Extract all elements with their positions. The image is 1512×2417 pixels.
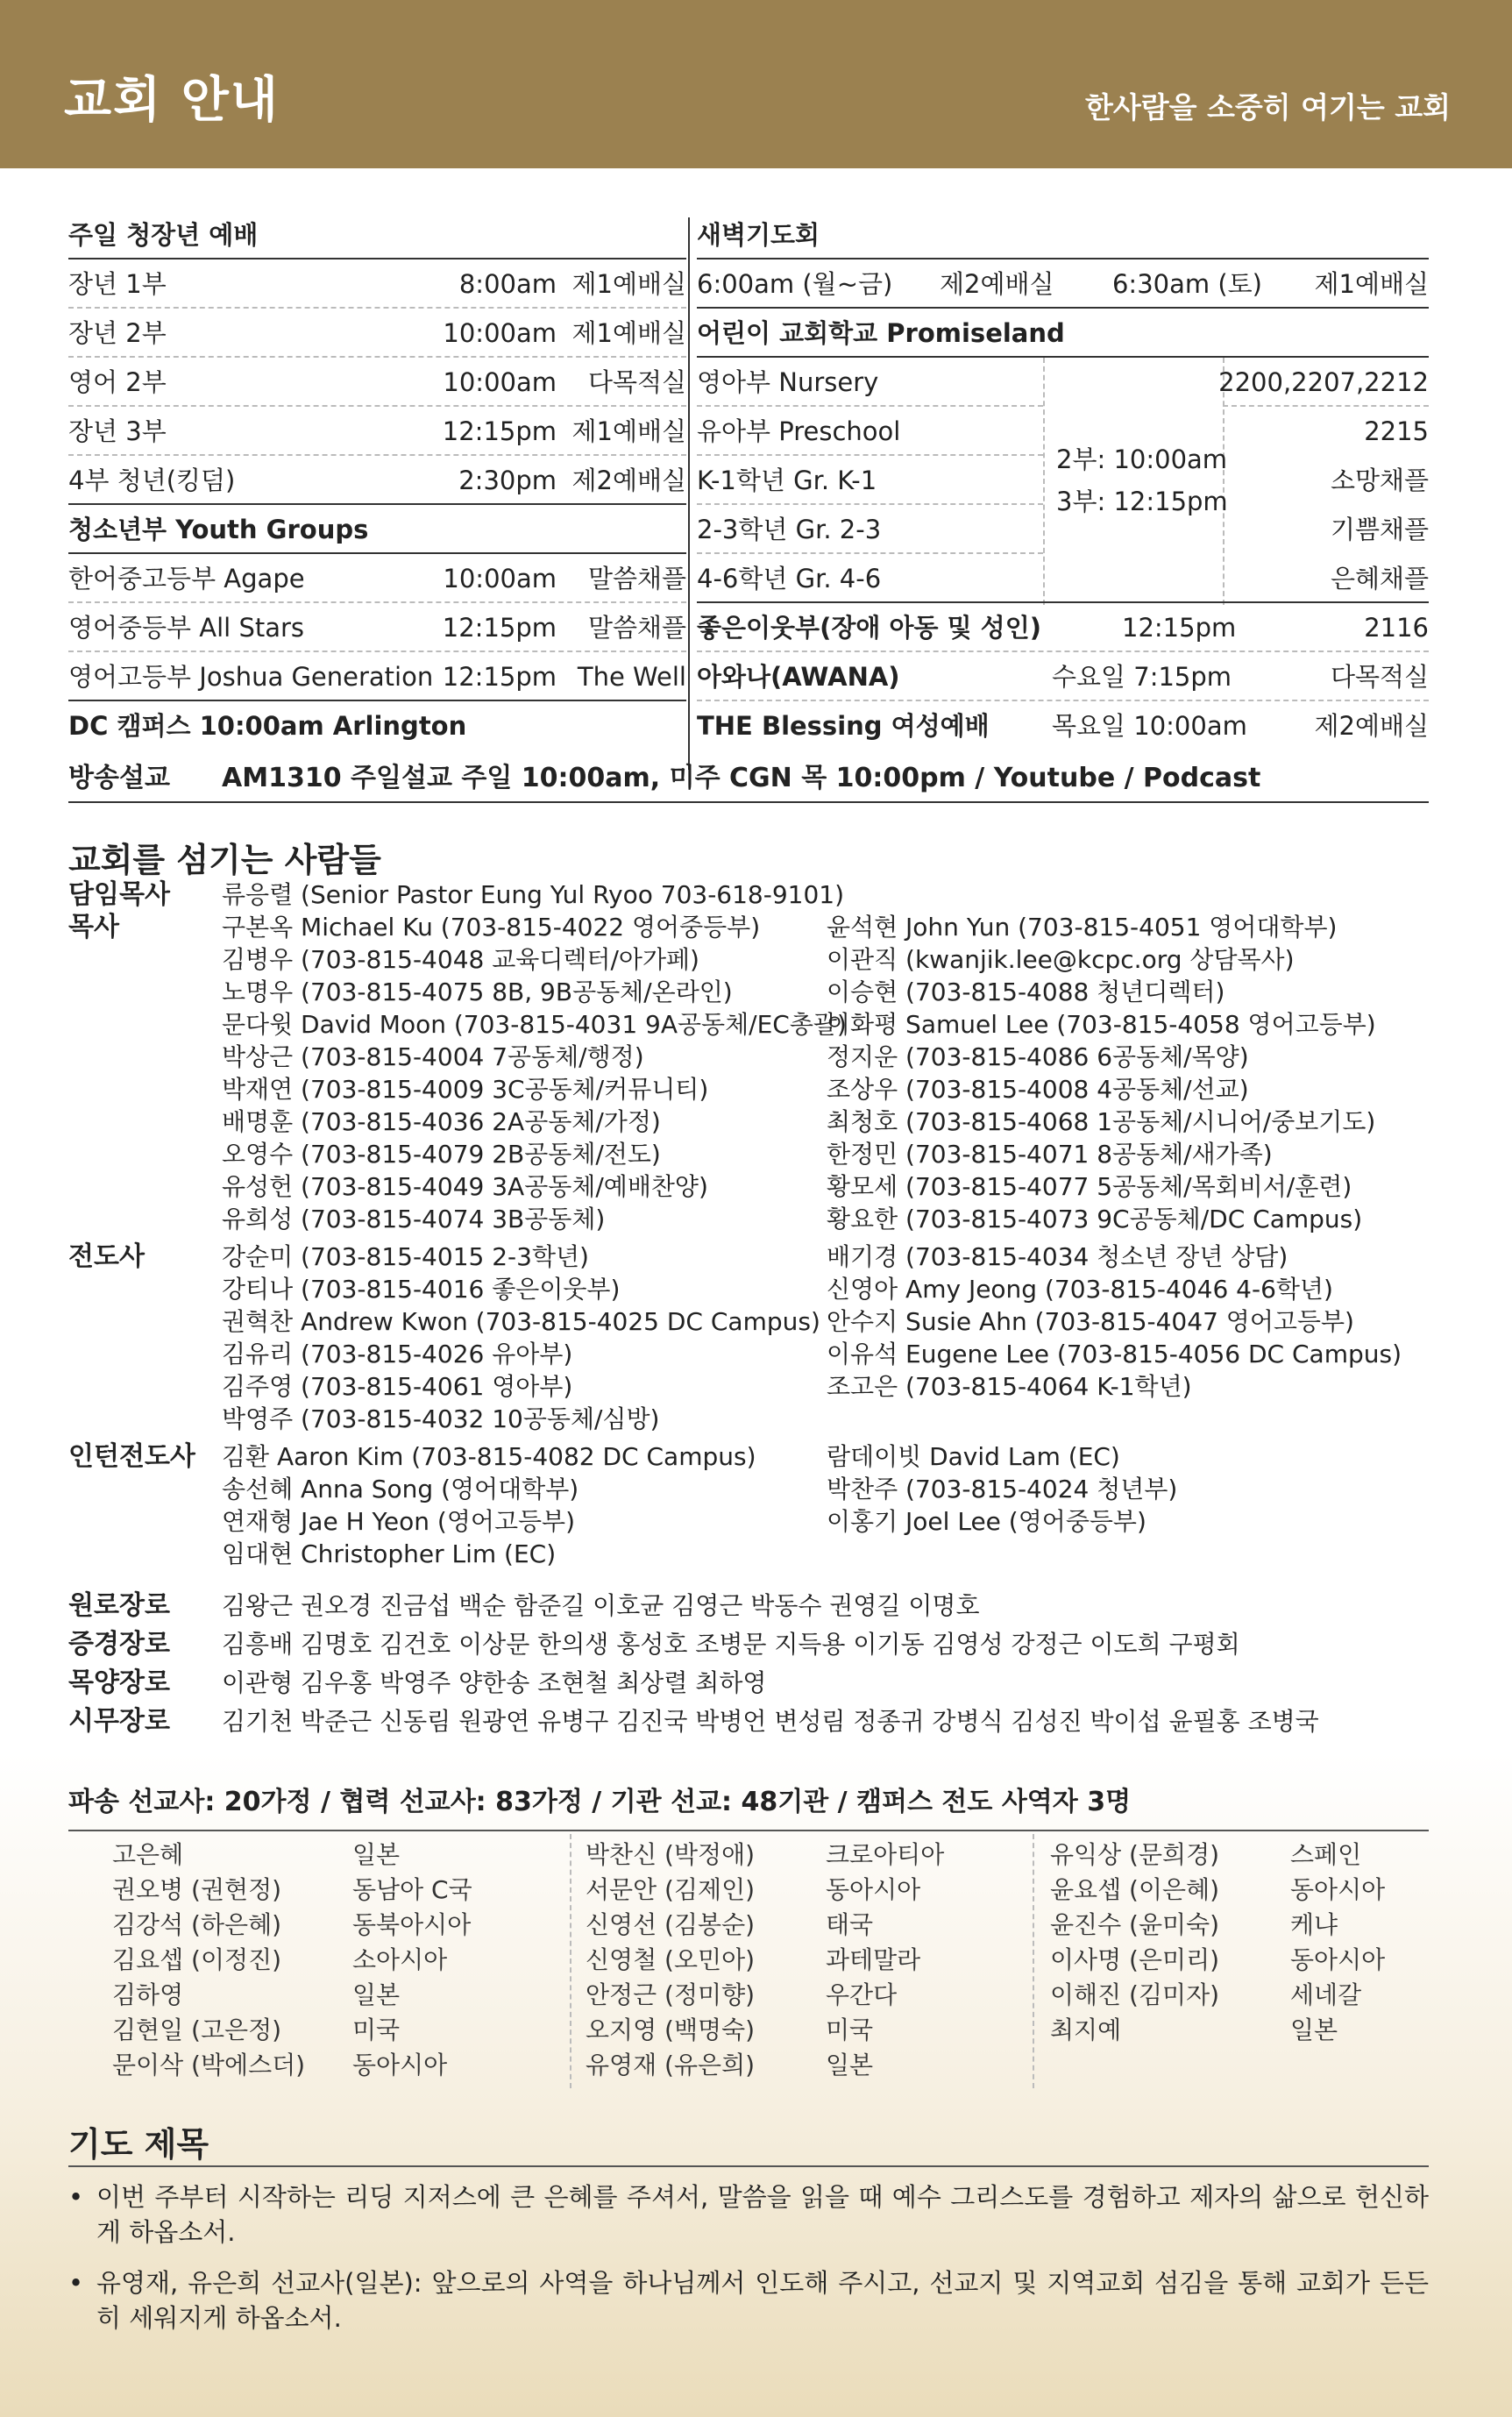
staff-entry: 류응렬 (Senior Pastor Eung Yul Ryoo 703-618-9101) bbox=[222, 880, 845, 909]
missionary-location: 일본 bbox=[1290, 2015, 1338, 2044]
schedule-row: 영어고등부 Joshua Generation 12:15pm The Well bbox=[68, 652, 686, 701]
staff-row bbox=[68, 1073, 1436, 1105]
staff-entry: 박재연 (703-815-4009 3C공동체/커뮤니티) bbox=[222, 1075, 709, 1104]
staff-entry: 조상우 (703-815-4008 4공동체/선교) bbox=[827, 1075, 1249, 1104]
missionary-name: 오지영 (백명숙) bbox=[586, 2015, 756, 2044]
staff-entry: 안수지 Susie Ahn (703-815-4047 영어고등부) bbox=[827, 1307, 1354, 1336]
staff-row bbox=[68, 1273, 1436, 1305]
schedule-row: 장년 1부 8:00am 제1예배실 bbox=[68, 259, 686, 309]
missionary-name: 김강석 (하은혜) bbox=[112, 1910, 282, 1939]
elders-row bbox=[68, 1703, 1436, 1741]
mission-divider bbox=[1033, 1834, 1034, 2088]
staff-entry: 황요한 (703-815-4073 9C공동체/DC Campus) bbox=[827, 1205, 1363, 1233]
missionary-location: 스페인 bbox=[1290, 1840, 1362, 1869]
missionary-name: 이사명 (은미리) bbox=[1050, 1945, 1220, 1974]
staff-entry: 송선혜 Anna Song (영어대학부) bbox=[222, 1475, 579, 1504]
sunday-schedule bbox=[68, 210, 686, 750]
missionary-location: 동아시아 bbox=[1290, 1945, 1386, 1974]
schedule-row: 4부 청년(킹덤) 2:30pm 제2예배실 bbox=[68, 456, 686, 505]
staff-row bbox=[68, 1105, 1436, 1138]
staff-row bbox=[68, 878, 1436, 911]
staff-row bbox=[68, 1138, 1436, 1170]
divider bbox=[68, 2165, 1429, 2167]
missionary-location: 세네갈 bbox=[1290, 1980, 1362, 2009]
youth-groups-heading: 청소년부 Youth Groups bbox=[68, 505, 686, 554]
prayer-section-title: 기도 제목 bbox=[68, 2125, 209, 2164]
staff-row bbox=[68, 1538, 1436, 1570]
elder-names: 김왕근 권오경 진금섭 백순 함준길 이호균 김영근 박동수 권영길 이명호 bbox=[222, 1591, 980, 1620]
bullet-icon: • bbox=[68, 2182, 84, 2212]
schedule-row: 한어중고등부 Agape 10:00am 말씀채플 bbox=[68, 554, 686, 603]
divider bbox=[68, 1830, 1429, 1831]
staff-entry: 박찬주 (703-815-4024 청년부) bbox=[827, 1475, 1178, 1504]
staff-entry: 김유리 (703-815-4026 유아부) bbox=[222, 1340, 573, 1368]
missionary-location: 미국 bbox=[826, 2015, 874, 2044]
staff-entry: 이관직 (kwanjik.lee@kcpc.org 상담목사) bbox=[827, 945, 1295, 974]
missionary-name: 최지예 bbox=[1050, 2015, 1122, 2044]
missionary-location: 태국 bbox=[826, 1910, 874, 1939]
missionary-name: 신영철 (오민아) bbox=[586, 1945, 756, 1974]
staff-row bbox=[68, 1403, 1436, 1435]
staff-entry: 배명훈 (703-815-4036 2A공동체/가정) bbox=[222, 1107, 661, 1136]
missionary-name: 유영재 (유은희) bbox=[586, 2051, 756, 2079]
staff-role: 인턴전도사 bbox=[68, 1441, 195, 1472]
missionary-places bbox=[352, 1838, 472, 2083]
elder-names: 김기천 박준근 신동림 원광연 유병구 김진국 박병언 변성림 정종귀 강병식 김성진 박이섭 윤필홍 조병국 bbox=[222, 1707, 1319, 1736]
staff-row bbox=[68, 1240, 1436, 1273]
staff-row bbox=[68, 1370, 1436, 1403]
staff-row bbox=[68, 1008, 1436, 1041]
missionary-name: 윤요셉 (이은혜) bbox=[1050, 1875, 1220, 1904]
schedule-row: 영어 2부 10:00am 다목적실 bbox=[68, 358, 686, 407]
staff-entry: 강순미 (703-815-4015 2-3학년) bbox=[222, 1242, 589, 1271]
missionary-places bbox=[1290, 1838, 1385, 2048]
elder-role: 증경장로 bbox=[68, 1629, 170, 1660]
elders-row bbox=[68, 1587, 1436, 1625]
staff-entry: 김병우 (703-815-4048 교육디렉터/아가페) bbox=[222, 945, 699, 974]
missionary-location: 소아시아 bbox=[352, 1945, 448, 1974]
sunday-worship-heading: 주일 청장년 예배 bbox=[68, 210, 686, 259]
staff-role: 전도사 bbox=[68, 1241, 145, 1272]
staff-row bbox=[68, 1305, 1436, 1338]
missionary-location: 동아시아 bbox=[352, 2051, 448, 2079]
schedule-row: 영어중등부 All Stars 12:15pm 말씀채플 bbox=[68, 603, 686, 652]
missionary-name: 권오병 (권현정) bbox=[112, 1875, 282, 1904]
staff-entry: 람데이빗 David Lam (EC) bbox=[827, 1442, 1120, 1471]
missionary-location: 일본 bbox=[352, 1980, 401, 2009]
staff-entry: 구본옥 Michael Ku (703-815-4022 영어중등부) bbox=[222, 913, 761, 942]
dc-campus-row: DC 캠퍼스 10:00am Arlington bbox=[68, 711, 467, 741]
staff-entry: 유성헌 (703-815-4049 3A공동체/예배찬양) bbox=[222, 1172, 708, 1201]
staff-row bbox=[68, 943, 1436, 976]
staff-entry: 한정민 (703-815-4071 8공동체/새가족) bbox=[827, 1140, 1273, 1169]
special-row: 아와나(AWANA) 수요일 7:15pm 다목적실 bbox=[697, 652, 1429, 701]
elder-role: 시무장로 bbox=[68, 1706, 170, 1737]
bullet-icon: • bbox=[68, 2268, 84, 2298]
missionary-name: 안정근 (정미향) bbox=[586, 1980, 756, 2009]
missionary-name: 유익상 (문희경) bbox=[1050, 1840, 1220, 1869]
staff-entry: 권혁찬 Andrew Kwon (703-815-4025 DC Campus) bbox=[222, 1307, 820, 1336]
staff-row bbox=[68, 1203, 1436, 1235]
staff-role: 담임목사 bbox=[68, 879, 170, 910]
children-row: 4-6학년 Gr. 4-6 은혜채플 bbox=[697, 554, 1429, 603]
weekday-schedule bbox=[697, 210, 1429, 750]
staff-entry: 윤석현 John Yun (703-815-4051 영어대학부) bbox=[827, 913, 1338, 942]
page-title: 교회 안내 bbox=[64, 72, 280, 129]
missionary-names bbox=[1050, 1838, 1219, 2048]
staff-row bbox=[68, 1473, 1436, 1505]
staff-entry: 오영수 (703-815-4079 2B공동체/전도) bbox=[222, 1140, 661, 1169]
elders-row bbox=[68, 1664, 1436, 1703]
staff-entry: 조고은 (703-815-4064 K-1학년) bbox=[827, 1372, 1192, 1401]
missionary-location: 동아시아 bbox=[826, 1875, 921, 1904]
staff-entry: 임대현 Christopher Lim (EC) bbox=[222, 1539, 557, 1568]
missionary-location: 동아시아 bbox=[1290, 1875, 1386, 1904]
children-table bbox=[697, 358, 1429, 603]
missionary-location: 동북아시아 bbox=[352, 1910, 472, 1939]
staff-list bbox=[68, 878, 1436, 1570]
missionary-name: 신영선 (김봉순) bbox=[586, 1910, 756, 1939]
dawn-prayer-row: 6:00am (월~금) 제2예배실 6:30am (토) 제1예배실 bbox=[697, 259, 1429, 309]
missionary-name: 박찬신 (박정애) bbox=[586, 1840, 756, 1869]
staff-entry: 김환 Aaron Kim (703-815-4082 DC Campus) bbox=[222, 1442, 756, 1471]
staff-entry: 정지운 (703-815-4086 6공동체/목양) bbox=[827, 1042, 1249, 1071]
children-row: K-1학년 Gr. K-1 소망채플 bbox=[697, 456, 1429, 505]
staff-entry: 문다윗 David Moon (703-815-4031 9A공동체/EC총괄) bbox=[222, 1010, 847, 1039]
missionary-location: 케냐 bbox=[1290, 1910, 1338, 1939]
missionary-places bbox=[826, 1838, 944, 2083]
elder-role: 목양장로 bbox=[68, 1667, 170, 1698]
staff-row bbox=[68, 911, 1436, 943]
column-divider bbox=[688, 217, 690, 770]
staff-entry: 이화평 Samuel Lee (703-815-4058 영어고등부) bbox=[827, 1010, 1376, 1039]
missionary-summary: 파송 선교사: 20가정 / 협력 선교사: 83가정 / 기관 선교: 48기관 / 캠퍼스 전도 사역자 3명 bbox=[68, 1787, 1132, 1817]
staff-row bbox=[68, 1170, 1436, 1203]
schedule-row: 장년 2부 10:00am 제1예배실 bbox=[68, 309, 686, 358]
staff-entry: 박영주 (703-815-4032 10공동체/심방) bbox=[222, 1404, 660, 1433]
missionary-names bbox=[586, 1838, 755, 2083]
missionary-name: 고은혜 bbox=[112, 1840, 184, 1869]
staff-entry: 김주영 (703-815-4061 영아부) bbox=[222, 1372, 573, 1401]
staff-entry: 이홍기 Joel Lee (영어중등부) bbox=[827, 1507, 1146, 1536]
prayer-item: • 이번 주부터 시작하는 리딩 지저스에 큰 은혜를 주셔서, 말씀을 읽을 때 예수 그리스도를 경험하고 제자의 삶으로 헌신하게 하옵소서. bbox=[68, 2179, 1429, 2250]
elders-row bbox=[68, 1625, 1436, 1664]
elder-role: 원로장로 bbox=[68, 1590, 170, 1621]
missionary-name: 문이삭 (박에스더) bbox=[112, 2051, 306, 2079]
staff-row bbox=[68, 1505, 1436, 1538]
staff-entry: 배기경 (703-815-4034 청소년 장년 상담) bbox=[827, 1242, 1288, 1271]
missionary-name: 윤진수 (윤미숙) bbox=[1050, 1910, 1220, 1939]
children-times: 2부: 10:00am 3부: 12:15pm bbox=[1056, 444, 1228, 516]
elder-names: 김흥배 김명호 김건호 이상문 한의생 홍성호 조병문 지득용 이기동 김영성 강정근 이도희 구평회 bbox=[222, 1630, 1240, 1659]
staff-row bbox=[68, 1041, 1436, 1073]
staff-entry: 연재형 Jae H Yeon (영어고등부) bbox=[222, 1507, 576, 1536]
missionary-location: 일본 bbox=[352, 1840, 401, 1869]
church-slogan: 한사람을 소중히 여기는 교회 bbox=[1084, 90, 1451, 124]
staff-entry: 이유석 Eugene Lee (703-815-4056 DC Campus) bbox=[827, 1340, 1402, 1368]
elder-names: 이관형 김우홍 박영주 양한송 조현철 최상렬 최하영 bbox=[222, 1668, 767, 1697]
staff-entry: 이승현 (703-815-4088 청년디렉터) bbox=[827, 977, 1225, 1006]
mission-divider bbox=[570, 1834, 571, 2088]
missionary-location: 일본 bbox=[826, 2051, 874, 2079]
special-row: THE Blessing 여성예배 목요일 10:00am 제2예배실 bbox=[697, 711, 1429, 741]
missionary-name: 김요셉 (이정진) bbox=[112, 1945, 282, 1974]
staff-entry: 강티나 (703-815-4016 좋은이웃부) bbox=[222, 1275, 621, 1304]
staff-entry: 유희성 (703-815-4074 3B공동체) bbox=[222, 1205, 606, 1233]
children-row: 유아부 Preschool 2215 bbox=[697, 407, 1429, 456]
prayer-item: • 유영재, 유은희 선교사(일본): 앞으로의 사역을 하나님께서 인도해 주시고, 선교지 및 지역교회 섬김을 통해 교회가 든든히 세워지게 하옵소서. bbox=[68, 2265, 1429, 2335]
special-row: 좋은이웃부(장애 아동 및 성인) 12:15pm 2116 bbox=[697, 603, 1429, 652]
missionary-location: 동남아 C국 bbox=[352, 1875, 472, 1904]
staff-entry: 최청호 (703-815-4068 1공동체/시니어/중보기도) bbox=[827, 1107, 1376, 1136]
staff-role: 목사 bbox=[68, 912, 119, 942]
page-header bbox=[0, 0, 1512, 168]
missionary-location: 우간다 bbox=[826, 1980, 898, 2009]
missionary-name: 서문안 (김제인) bbox=[586, 1875, 756, 1904]
children-school-heading: 어린이 교회학교 Promiseland bbox=[697, 309, 1429, 358]
staff-entry: 박상근 (703-815-4004 7공동체/행정) bbox=[222, 1042, 644, 1071]
elders-list bbox=[68, 1587, 1436, 1741]
broadcast-row: 방송설교 AM1310 주일설교 주일 10:00am, 미주 CGN 목 10:00pm / Youtube / Podcast bbox=[68, 754, 1429, 803]
missionary-names bbox=[112, 1838, 305, 2083]
missionary-location: 크로아티아 bbox=[826, 1840, 945, 1869]
missionary-name: 이해진 (김미자) bbox=[1050, 1980, 1220, 2009]
children-row: 2-3학년 Gr. 2-3 기쁨채플 bbox=[697, 505, 1429, 554]
staff-entry: 신영아 Amy Jeong (703-815-4046 4-6학년) bbox=[827, 1275, 1333, 1304]
staff-entry: 노명우 (703-815-4075 8B, 9B공동체/온라인) bbox=[222, 977, 733, 1006]
staff-row bbox=[68, 1440, 1436, 1473]
dawn-prayer-heading: 새벽기도회 bbox=[697, 210, 1429, 259]
staff-section-title: 교회를 섬기는 사람들 bbox=[68, 841, 381, 879]
schedule-row: 장년 3부 12:15pm 제1예배실 bbox=[68, 407, 686, 456]
missionary-location: 과테말라 bbox=[826, 1945, 921, 1974]
staff-row bbox=[68, 1338, 1436, 1370]
missionary-name: 김현일 (고은정) bbox=[112, 2015, 282, 2044]
missionary-name: 김하영 bbox=[112, 1980, 184, 2009]
staff-row bbox=[68, 976, 1436, 1008]
missionary-location: 미국 bbox=[352, 2015, 401, 2044]
children-row: 영아부 Nursery 2200,2207,2212 bbox=[697, 358, 1429, 407]
staff-entry: 황모세 (703-815-4077 5공동체/목회비서/훈련) bbox=[827, 1172, 1352, 1201]
